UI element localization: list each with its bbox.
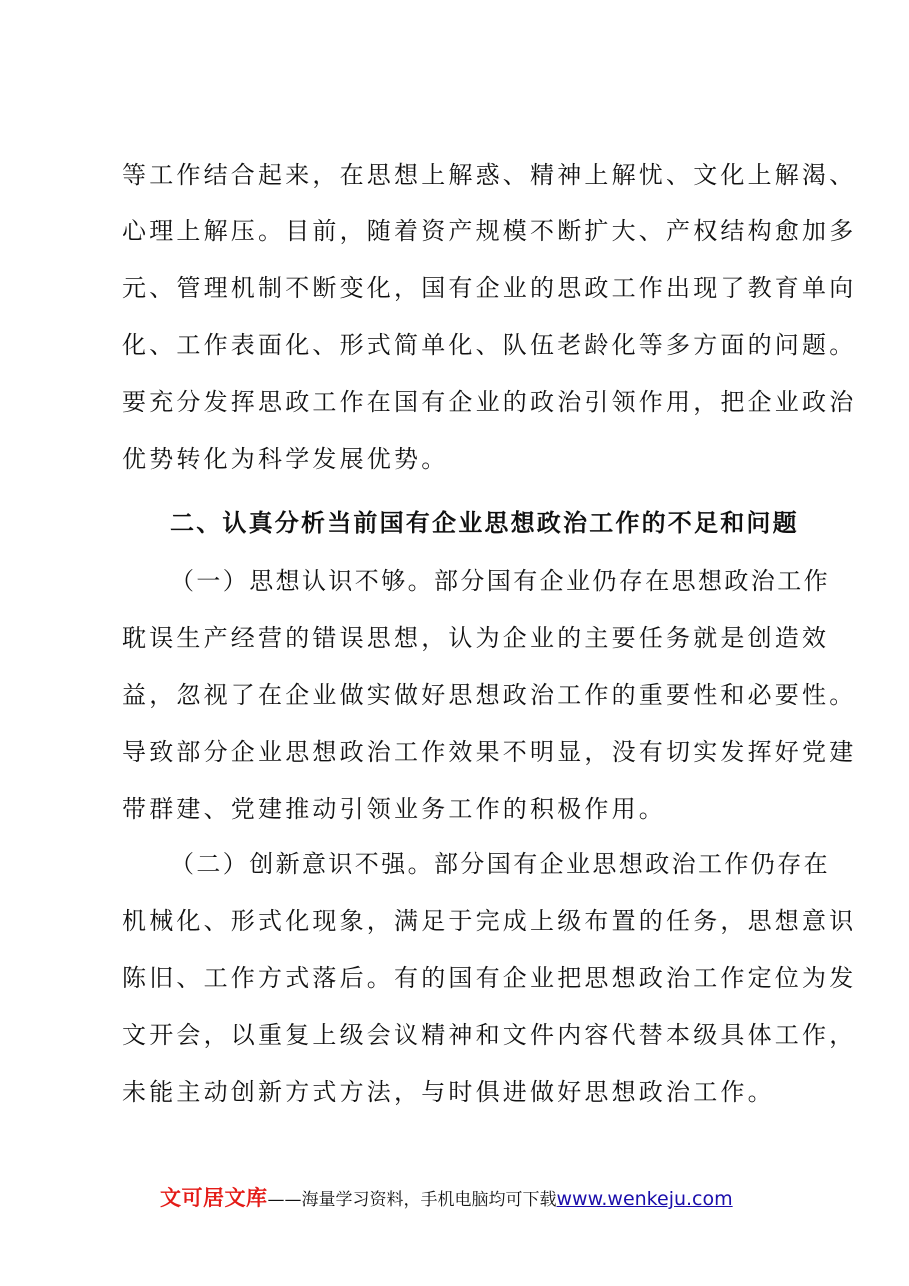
text-line: 优势转化为科学发展优势。: [122, 445, 449, 473]
text-line: 心理上解压。目前，随着资产规模不断扩大、产权结构愈加多: [122, 217, 857, 245]
text-line: 文开会，以重复上级会议精神和文件内容代替本级具体工作，: [122, 1021, 857, 1049]
text-line: 陈旧、工作方式落后。有的国有企业把思想政治工作定位为发: [122, 964, 857, 992]
paragraph-two: [122, 848, 857, 1108]
text-line: 元、管理机制不断变化，国有企业的思政工作出现了教育单向: [122, 274, 857, 302]
text-line: 等工作结合起来，在思想上解惑、精神上解忧、文化上解渴、: [122, 161, 857, 189]
text-line: 要充分发挥思政工作在国有企业的政治引领作用，把企业政治: [122, 388, 857, 416]
text-line: （二）创新意识不强。部分国有企业思想政治工作仍存在: [170, 850, 830, 878]
text-line: 带群建、党建推动引领业务工作的积极作用。: [122, 795, 666, 823]
footer-tagline: ——海量学习资料，手机电脑均可下载: [267, 1190, 557, 1210]
footer-banner: [160, 1182, 780, 1214]
text-line: 未能主动创新方式方法，与时俱进做好思想政治工作。: [122, 1078, 775, 1106]
section-heading: 二、认真分析当前国有企业思想政治工作的不足和问题: [170, 509, 799, 537]
paragraph-continued: [122, 159, 857, 475]
text-line: 机械化、形式化现象，满足于完成上级布置的任务，思想意识: [122, 907, 857, 935]
section-heading-block: [170, 507, 799, 539]
text-line: 益，忽视了在企业做实做好思想政治工作的重要性和必要性。: [122, 681, 857, 709]
text-line: （一）思想认识不够。部分国有企业仍存在思想政治工作: [170, 567, 830, 595]
text-line: 耽误生产经营的错误思想，认为企业的主要任务就是创造效: [122, 624, 830, 652]
text-line: 化、工作表面化、形式简单化、队伍老龄化等多方面的问题。: [122, 331, 857, 359]
footer-brand: 文可居文库: [160, 1186, 268, 1210]
text-line: 导致部分企业思想政治工作效果不明显，没有切实发挥好党建: [122, 738, 857, 766]
paragraph-one: [122, 565, 857, 825]
footer-link[interactable]: www.wenkeju.com: [556, 1188, 733, 1210]
